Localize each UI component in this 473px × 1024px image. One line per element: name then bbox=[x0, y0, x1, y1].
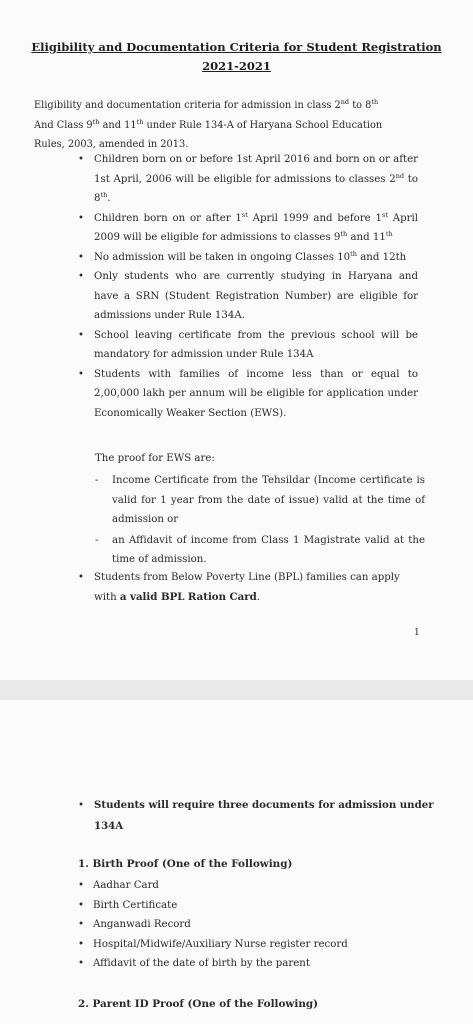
bullet-icon: • bbox=[78, 800, 85, 811]
bullet-icon: • bbox=[78, 938, 85, 950]
dash-icon: - bbox=[95, 475, 99, 486]
dash-icon: - bbox=[95, 534, 99, 546]
ews-proof-heading: The proof for EWS are: bbox=[95, 453, 215, 464]
bullet-icon: • bbox=[78, 212, 84, 224]
ews-proof-list bbox=[95, 471, 425, 571]
list-item: - an Affidavit of income from Class 1 Magistrate valid at the time of admission. bbox=[95, 531, 425, 570]
list-item: • Children born on or before 1st April 2016 and born on or after 1st April, 2006 will be eligible for admissions to classes 2nd to 8th. bbox=[78, 150, 418, 209]
bullet-icon: • bbox=[78, 899, 85, 911]
intro-paragraph: Eligibility and documentation criteria for admission in class 2nd to 8th And Class 9th and 11th under Rule 134-A of Haryana School Education Rules, 2003, amended in 2013. bbox=[34, 98, 383, 150]
bpl-list bbox=[78, 568, 418, 607]
list-item: • Children born on or after 1st April 1999 and before 1st April 2009 will be eligible for admissions to classes 9th and 11th bbox=[78, 210, 418, 243]
page-number: 1 bbox=[414, 628, 420, 638]
bullet-icon: • bbox=[78, 251, 84, 263]
bullet-icon: • bbox=[78, 572, 84, 583]
list-item: • Birth Certificate bbox=[78, 896, 438, 916]
list-item: • Students from Below Poverty Line (BPL) families can apply with a valid BPL Ration Card. bbox=[78, 568, 418, 607]
eligibility-list bbox=[78, 150, 418, 423]
list-item: • School leaving certificate from the previous school will be mandatory for admission under Rule 134A bbox=[78, 326, 418, 365]
bullet-icon: • bbox=[78, 958, 85, 970]
bullet-icon: • bbox=[78, 919, 85, 931]
section-heading-birth-proof: 1. Birth Proof (One of the Following) bbox=[78, 858, 293, 870]
bullet-icon: • bbox=[78, 880, 85, 891]
list-item: • Only students who are currently studying in Haryana and have a SRN (Student Registration Number) are eligible for admissions under Rule 134A. bbox=[78, 267, 418, 326]
document-title: Eligibility and Documentation Criteria for Student Registration bbox=[31, 40, 442, 54]
list-item: • Affidavit of the date of birth by the parent bbox=[78, 954, 438, 974]
bullet-icon: • bbox=[78, 329, 84, 341]
list-item: - Income Certificate from the Tehsildar (Income certificate is valid for 1 year from the date of issue) valid at the time of admission or bbox=[95, 471, 425, 530]
bullet-icon: • bbox=[78, 271, 84, 282]
document-page-2 bbox=[0, 700, 473, 1024]
list-item: • Hospital/Midwife/Auxiliary Nurse register record bbox=[78, 935, 438, 955]
birth-proof-list bbox=[78, 876, 438, 974]
list-item: • No admission will be taken in ongoing Classes 10th and 12th bbox=[78, 248, 418, 268]
bullet-icon: • bbox=[78, 154, 84, 165]
list-item: • Students with families of income less than or equal to 2,00,000 lakh per annum will be eligible for application under Economically Weaker Section (EWS). bbox=[78, 365, 418, 424]
list-item: • Aadhar Card bbox=[78, 876, 438, 896]
document-year: 2021-2021 bbox=[202, 59, 271, 73]
documents-required-item: • Students will require three documents for admission under 134A bbox=[78, 795, 434, 837]
bullet-icon: • bbox=[78, 368, 84, 380]
section-heading-parent-id-proof: 2. Parent ID Proof (One of the Following) bbox=[78, 998, 319, 1010]
list-item: • Anganwadi Record bbox=[78, 915, 438, 935]
